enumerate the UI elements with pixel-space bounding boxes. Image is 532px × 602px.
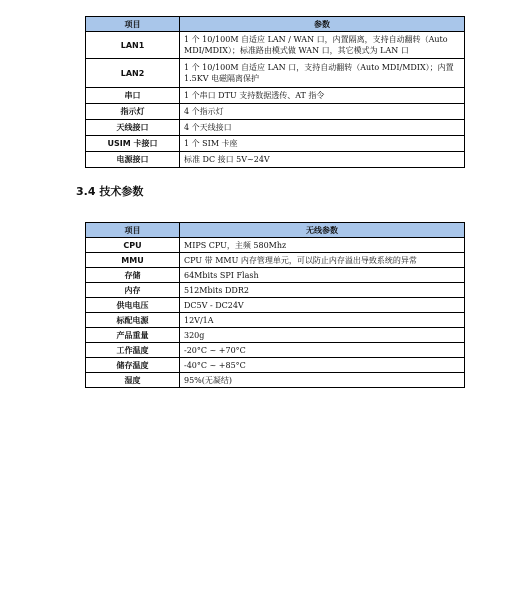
row-key: 电源接口 <box>86 152 180 168</box>
row-key: 标配电源 <box>86 313 180 328</box>
row-key: 指示灯 <box>86 104 180 120</box>
row-value: -40°C ~ +85°C <box>180 358 465 373</box>
row-value: MIPS CPU，主频 580Mhz <box>180 238 465 253</box>
row-key: 供电电压 <box>86 298 180 313</box>
table-row <box>86 238 465 253</box>
table-header-row <box>86 223 465 238</box>
table-row <box>86 88 465 104</box>
row-key: LAN2 <box>86 59 180 88</box>
row-key: LAN1 <box>86 32 180 59</box>
row-key: 存储 <box>86 268 180 283</box>
row-key: USIM 卡接口 <box>86 136 180 152</box>
row-value: 512Mbits DDR2 <box>180 283 465 298</box>
row-key: 内存 <box>86 283 180 298</box>
table-row <box>86 120 465 136</box>
table-row <box>86 253 465 268</box>
row-value: 1 个 SIM 卡座 <box>180 136 465 152</box>
row-key: MMU <box>86 253 180 268</box>
section-heading: 3.4 技术参数 <box>76 185 144 198</box>
row-value: 64Mbits SPI Flash <box>180 268 465 283</box>
table-row <box>86 313 465 328</box>
row-value: -20°C ~ +70°C <box>180 343 465 358</box>
row-key: 湿度 <box>86 373 180 388</box>
row-key: 串口 <box>86 88 180 104</box>
table-row <box>86 152 465 168</box>
table-row <box>86 358 465 373</box>
row-value: CPU 带 MMU 内存管理单元，可以防止内存溢出导致系统的异常 <box>180 253 465 268</box>
technical-spec-table <box>85 222 465 388</box>
table-row <box>86 328 465 343</box>
header-param: 参数 <box>180 17 465 32</box>
row-value: 12V/1A <box>180 313 465 328</box>
row-value: 4 个指示灯 <box>180 104 465 120</box>
row-key: CPU <box>86 238 180 253</box>
row-value: 1 个 10/100M 自适应 LAN / WAN 口，内置隔离，支持自动翻转（Auto MDI/MDIX）；标准路由模式做 WAN 口，其它模式为 LAN 口 <box>180 32 465 59</box>
row-value: DC5V - DC24V <box>180 298 465 313</box>
table-row <box>86 283 465 298</box>
table-row <box>86 373 465 388</box>
header-item: 项目 <box>86 223 180 238</box>
table-header-row <box>86 17 465 32</box>
interface-spec-table <box>85 16 465 168</box>
row-key: 产品重量 <box>86 328 180 343</box>
header-item: 项目 <box>86 17 180 32</box>
header-param: 无线参数 <box>180 223 465 238</box>
table-row <box>86 136 465 152</box>
row-value: 标准 DC 接口 5V~24V <box>180 152 465 168</box>
row-value: 95%(无凝结) <box>180 373 465 388</box>
table-row <box>86 298 465 313</box>
row-key: 储存温度 <box>86 358 180 373</box>
row-value: 1 个 10/100M 自适应 LAN 口，支持自动翻转（Auto MDI/MDIX）；内置 1.5KV 电磁隔离保护 <box>180 59 465 88</box>
table-row <box>86 32 465 59</box>
table-row <box>86 343 465 358</box>
row-key: 工作温度 <box>86 343 180 358</box>
table-row <box>86 104 465 120</box>
row-value: 320g <box>180 328 465 343</box>
row-value: 1 个串口 DTU 支持数据透传、AT 指令 <box>180 88 465 104</box>
row-value: 4 个天线接口 <box>180 120 465 136</box>
table-row <box>86 59 465 88</box>
table-row <box>86 268 465 283</box>
row-key: 天线接口 <box>86 120 180 136</box>
